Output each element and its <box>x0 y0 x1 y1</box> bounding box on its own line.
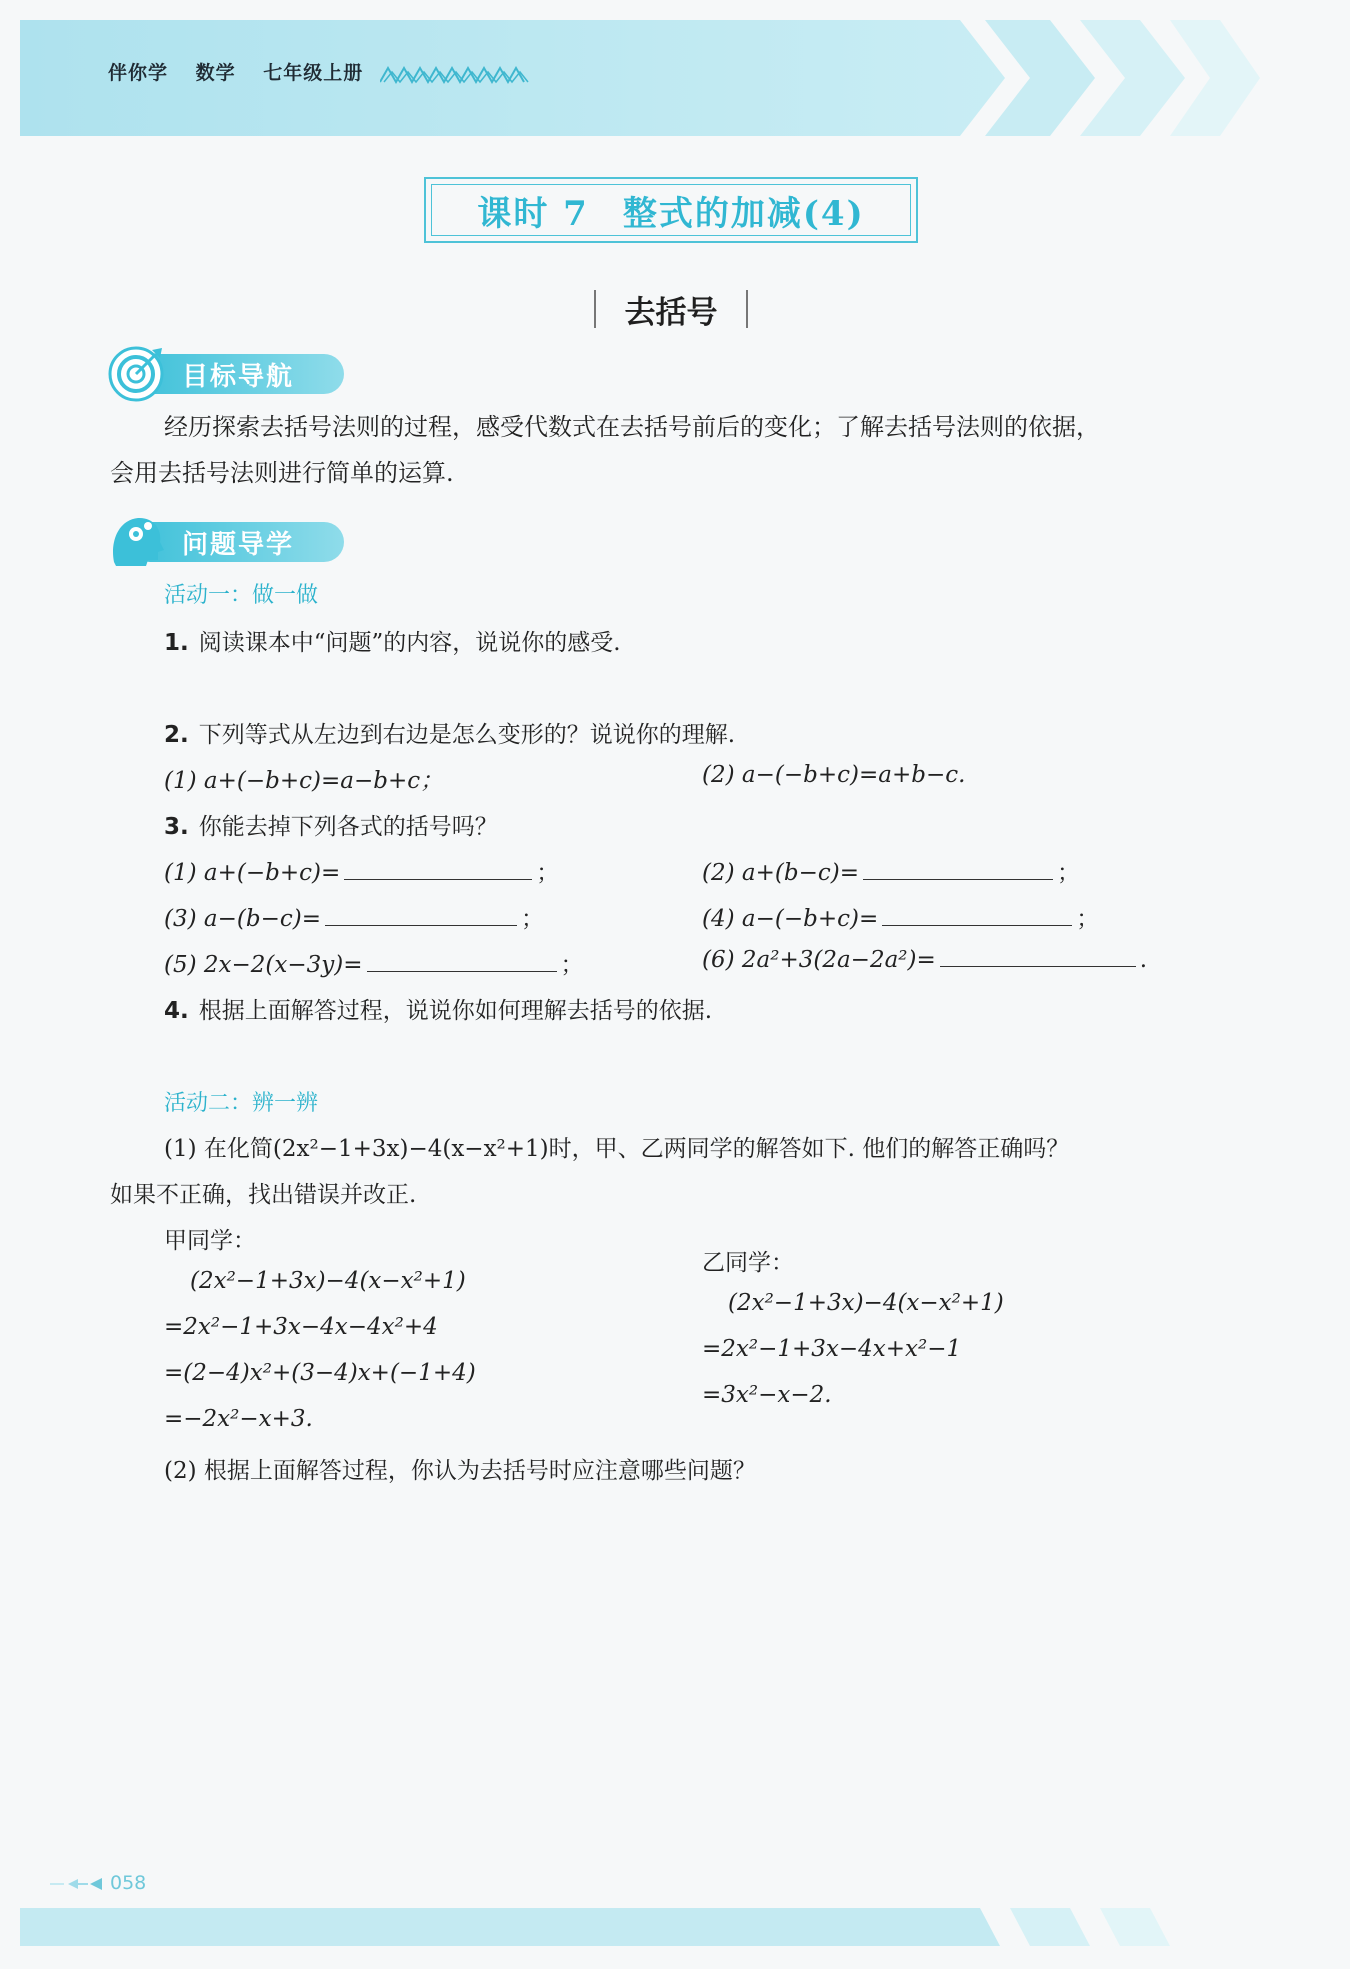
lesson-title <box>431 184 911 236</box>
q1-text: 阅读课本中“问题”的内容，说说你的感受. <box>198 630 621 656</box>
q3-item-5-punct: ； <box>560 952 584 978</box>
q3-item-4-punct: ； <box>1076 906 1100 932</box>
activity2-question-line1: (1) 在化简(2x²−1+3x)−4(x−x²+1)时，甲、乙两同学的解答如下. 他们的解答正确吗？ <box>164 1136 1070 1162</box>
q3-answer-blank-2[interactable] <box>863 859 1053 880</box>
q3-item-5 <box>164 946 584 979</box>
question-4 <box>164 992 712 1025</box>
q1-number: 1. <box>164 630 189 656</box>
lesson-topic: 整式的加减(4) <box>622 193 865 234</box>
q3-item-3-expr: (3) a−(b−c)= <box>164 906 321 932</box>
student-jia-label: 甲同学： <box>164 1228 256 1254</box>
q3-answer-blank-1[interactable] <box>344 859 532 880</box>
q2-text: 下列等式从左边到右边是怎么变形的？说说你的理解. <box>198 722 736 748</box>
section-title-text: 去括号 <box>624 294 718 331</box>
q3-item-1 <box>164 854 559 887</box>
header-book-info <box>108 58 383 85</box>
q3-item-6-punct: . <box>1139 947 1148 973</box>
lesson-title-frame <box>424 177 918 243</box>
q4-text: 根据上面解答过程，说说你如何理解去括号的依据. <box>198 998 713 1024</box>
goals-text-line2: 会用去括号法则进行简单的运算. <box>110 459 454 487</box>
q2-item-2 <box>702 762 965 788</box>
q3-item-3 <box>164 900 544 933</box>
lesson-number: 课时 7 <box>477 193 589 234</box>
activity2-question-2: (2) 根据上面解答过程，你认为去括号时应注意哪些问题？ <box>164 1458 756 1484</box>
activity2-heading: 活动二：辨一辨 <box>164 1091 319 1116</box>
jia-step: =(2−4)x²+(3−4)x+(−1+4) <box>164 1360 476 1386</box>
yi-step: =3x²−x−2. <box>702 1382 832 1408</box>
yi-step: =2x²−1+3x−4x+x²−1 <box>702 1336 962 1362</box>
q3-answer-blank-4[interactable] <box>882 905 1072 926</box>
q3-answer-blank-3[interactable] <box>325 905 517 926</box>
guide-badge-label: 问题导学 <box>182 530 295 560</box>
q3-text: 你能去掉下列各式的括号吗？ <box>198 814 498 840</box>
target-badge-label: 目标导航 <box>182 362 295 392</box>
q3-item-4-expr: (4) a−(−b+c)= <box>702 906 879 932</box>
subject-name: 数学 <box>195 62 236 84</box>
grade-name: 七年级上册 <box>263 62 364 84</box>
q3-item-2-expr: (2) a+(b−c)= <box>702 860 859 886</box>
yi-step: (2x²−1+3x)−4(x−x²+1) <box>728 1290 1004 1316</box>
q2-item-2-text: (2) a−(−b+c)=a+b−c. <box>702 762 966 788</box>
q3-item-5-expr: (5) 2x−2(x−3y)= <box>164 952 363 978</box>
goals-text-line1: 经历探索去括号法则的过程，感受代数式在去括号前后的变化；了解去括号法则的依据， <box>164 413 1100 441</box>
q3-number: 3. <box>164 814 189 840</box>
q4-number: 4. <box>164 998 189 1024</box>
q3-item-2 <box>702 854 1080 887</box>
q3-item-1-expr: (1) a+(−b+c)= <box>164 860 341 886</box>
activity1-heading: 活动一：做一做 <box>164 583 319 608</box>
page-number: 058 <box>110 1872 147 1894</box>
q3-item-3-punct: ； <box>520 906 544 932</box>
student-yi-label: 乙同学： <box>702 1250 794 1276</box>
q3-item-4 <box>702 900 1099 933</box>
question-3 <box>164 808 498 841</box>
q2-number: 2. <box>164 722 189 748</box>
section-title <box>594 288 748 330</box>
q2-item-1-text: (1) a+(−b+c)=a−b+c； <box>164 768 444 794</box>
zigzag-decoration <box>380 64 530 84</box>
jia-step: =−2x²−x+3. <box>164 1406 313 1432</box>
q3-answer-blank-6[interactable] <box>940 946 1136 967</box>
q3-item-1-punct: ； <box>536 860 560 886</box>
activity2-question-line2: 如果不正确，找出错误并改正. <box>110 1182 417 1208</box>
question-1 <box>164 624 621 657</box>
q3-item-6 <box>702 946 1147 973</box>
page-arrow-icon <box>50 1878 106 1890</box>
book-name: 伴你学 <box>108 62 169 84</box>
q2-item-1 <box>164 762 443 795</box>
q3-answer-blank-5[interactable] <box>367 951 557 972</box>
jia-step: (2x²−1+3x)−4(x−x²+1) <box>190 1268 466 1294</box>
q3-item-2-punct: ； <box>1056 860 1080 886</box>
q3-item-6-expr: (6) 2a²+3(2a−2a²)= <box>702 947 936 973</box>
jia-step: =2x²−1+3x−4x−4x²+4 <box>164 1314 438 1340</box>
question-2 <box>164 716 735 749</box>
footer-banner <box>20 1908 1330 1946</box>
